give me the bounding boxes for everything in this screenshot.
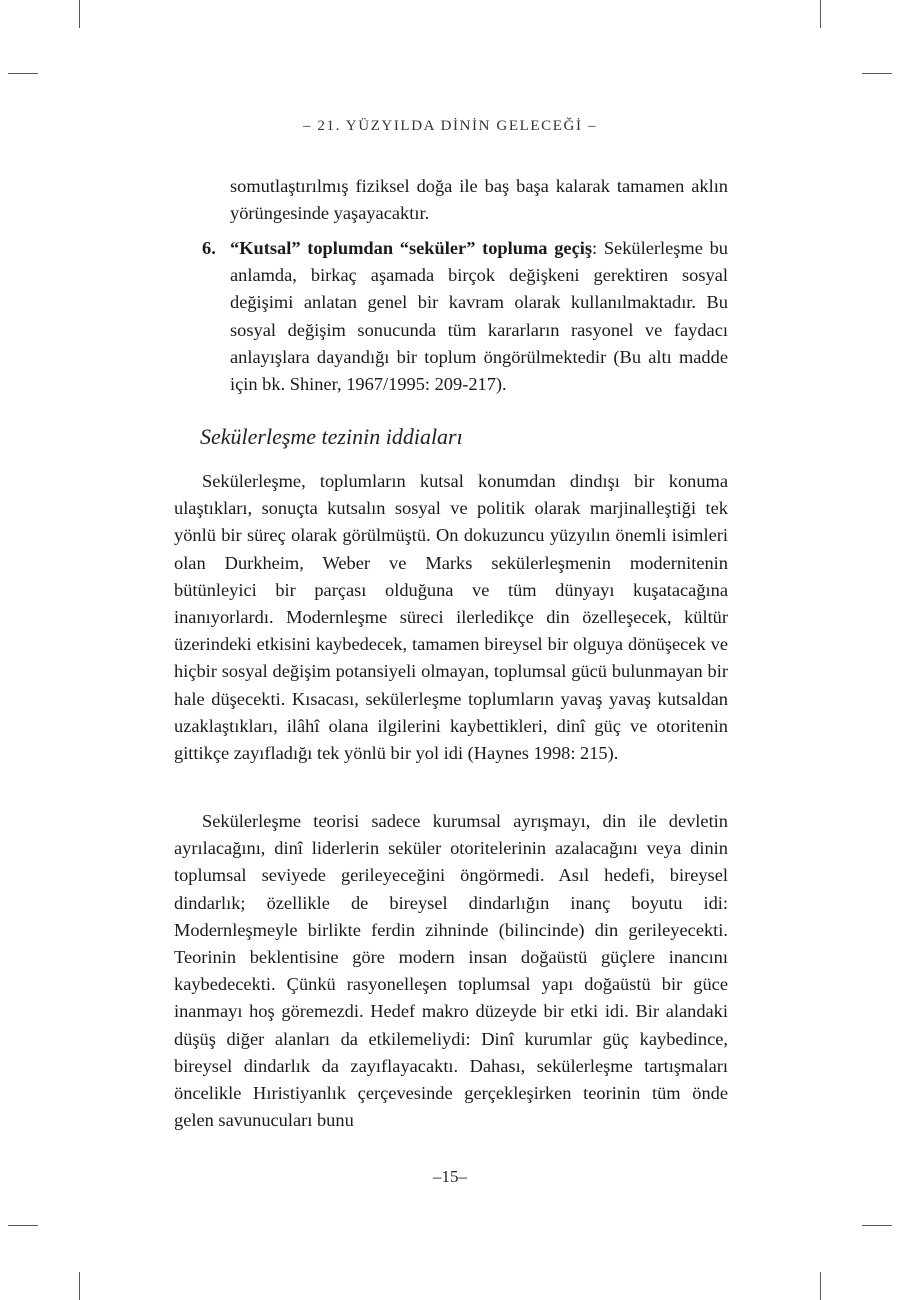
body-paragraph-block-2 <box>174 808 728 1134</box>
crop-mark-bottom-left <box>79 1272 80 1300</box>
list-item-title: “Kutsal” toplumdan “seküler” topluma geçiş <box>230 238 592 258</box>
list-item-6 <box>174 235 728 398</box>
running-head: – 21. YÜZYILDA DİNİN GELECEĞİ – <box>302 118 597 134</box>
crop-mark-top-right <box>820 0 821 28</box>
crop-mark-bottom-right <box>820 1272 821 1300</box>
body-paragraph: Sekülerleşme, toplumların kutsal konumdan dindışı bir konuma ulaştıkları, sonuçta kutsalın sosyal ve politik olarak marjinalleştiği tek yönlü bir süreç olarak görülmüştü. On dokuzuncu yüzyılın önemli isimleri olan Durkheim, Weber ve Marks sekülerleşmenin modernitenin bütünleyici bir parçası olduğuna ve tüm dünyayı kuşatacağına inanıyorlardı. Modernleşme süreci ilerledikçe din özelleşecek, kültür üzerindeki etkisini kaybedecek, tamamen bireysel bir olguya dönüşecek ve hiçbir sosyal değişim potansiyeli olmayan, toplumsal gücü bulunmayan bir hale düşecekti. Kısacası, sekülerleşme toplumların yavaş yavaş kutsaldan uzaklaştıkları, ilâhî olana ilgilerini kaybettikleri, dinî güç ve otoritenin gittikçe zayıfladığı tek yönlü bir yol idi (Haynes 1998: 215). <box>174 471 728 764</box>
crop-mark-right-upper <box>862 73 892 74</box>
crop-mark-top-left <box>79 0 80 28</box>
list-item-number: 6. <box>202 238 216 258</box>
list-item-body: : Sekülerleşme bu anlamda, birkaç aşamada birçok değişkeni gerektiren sosyal değişimi anlatan genel bir kavram olarak kullanılmaktadır. Bu sosyal değişim sonucunda tüm kararların rasyonel ve faydacı anlayışlara dayandığı bir toplum öngörülmektedir (Bu altı madde için bk. Shiner, 1967/1995: 209-217). <box>230 238 728 395</box>
list-item-text <box>174 235 728 398</box>
continuation-text: somutlaştırılmış fiziksel doğa ile baş başa kalarak tamamen aklın yörüngesinde yaşayacaktır. <box>230 176 728 224</box>
body-paragraph-block-1 <box>174 468 728 767</box>
crop-mark-left-lower <box>8 1225 38 1226</box>
section-heading: Sekülerleşme tezinin iddiaları <box>200 424 463 449</box>
crop-mark-left-upper <box>8 73 38 74</box>
body-paragraph: Sekülerleşme teorisi sadece kurumsal ayrışmayı, din ile devletin ayrılacağını, dinî liderlerin seküler otoritelerinin azalacağını veya dinin toplumsal seviyede gerileyeceğini öngörmedi. Asıl hedefi, bireysel dindarlık; özellikle de bireysel dindarlığın inanç boyutu idi: Modernleşmeyle birlikte ferdin zihninde (bilincinde) din gerileyecekti. Teorinin beklentisine göre modern insan doğaüstü güçlere inancını kaybedecekti. Çünkü rasyonelleşen toplumsal yapı doğaüstü bir güce inanmayı hoş göremezdi. Hedef makro düzeyde bir etki idi. Bir alandaki düşüş diğer alanları da etkilemeliydi: Dinî kurumlar güç kaybedince, bireysel dindarlık da zayıflayacaktı. Dahası, sekülerleşme tartışmaları öncelikle Hıristiyanlık çerçevesinde gerçekleşirken teorinin tüm önde gelen savunucuları bunu <box>174 811 728 1131</box>
crop-mark-right-lower <box>862 1225 892 1226</box>
continuation-block <box>174 173 728 227</box>
page-number: –15– <box>433 1167 467 1186</box>
